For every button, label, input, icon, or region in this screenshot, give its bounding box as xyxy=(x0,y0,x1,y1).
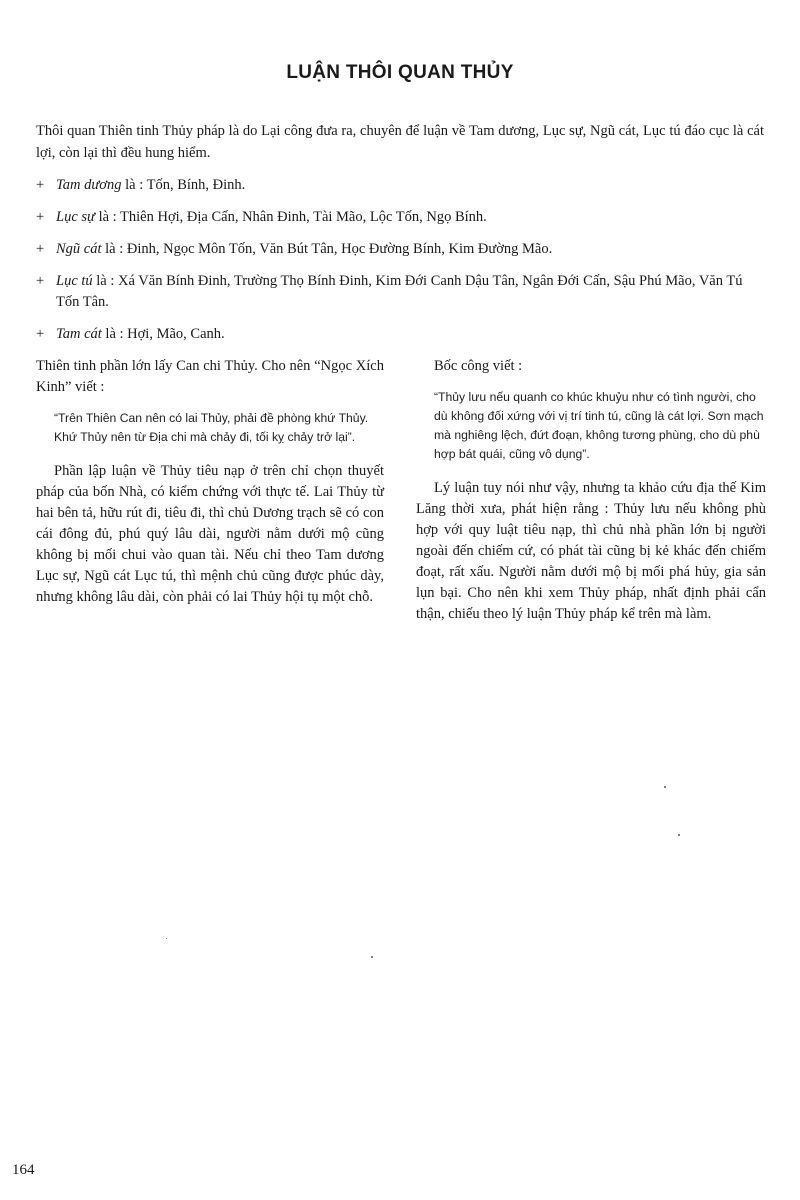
bullet-term: Tam dương xyxy=(56,177,122,193)
bullet-term: Lục sự xyxy=(56,209,95,225)
bullet-marker: + xyxy=(36,177,45,193)
bullet-text: là : Thiên Hợi, Địa Cấn, Nhân Đinh, Tài Mão, Lộc Tốn, Ngọ Bính. xyxy=(94,209,487,225)
bullet-marker: + xyxy=(36,209,45,225)
bullet-term: Lục tú xyxy=(56,273,93,289)
left-column xyxy=(36,356,384,608)
bullet-text: là : Xá Văn Bính Đinh, Trường Thọ Bính Đinh, Kim Đới Canh Dậu Tân, Ngân Đới Cấn, Sậu Phú Mão, Văn Tú Tốn Tân. xyxy=(56,273,743,310)
left-column-quote: “Trên Thiên Can nên có lai Thủy, phải đề phòng khứ Thủy. Khứ Thủy nên từ Địa chi mà chảy đi, tối kỵ chảy trở lại”. xyxy=(54,411,369,444)
page-number: 164 xyxy=(12,1162,35,1178)
list-item xyxy=(36,207,766,228)
bullet-marker: + xyxy=(36,273,45,289)
list-item xyxy=(36,271,766,313)
scan-speck xyxy=(166,938,167,939)
bullet-text: là : Đinh, Ngọc Môn Tốn, Văn Bút Tân, Học Đường Bính, Kim Đường Mão. xyxy=(101,241,553,257)
intro-paragraph: Thôi quan Thiên tinh Thủy pháp là do Lại công đưa ra, chuyên để luận về Tam dương, Lục sự, Ngũ cát, Lục tú đáo cục là cát lợi, còn lại thì đều hung hiểm. xyxy=(36,123,764,161)
list-item xyxy=(36,239,766,260)
bullet-term: Ngũ cát xyxy=(56,241,102,257)
left-column-body: Phần lập luận về Thủy tiêu nạp ở trên chỉ chọn thuyết pháp của bốn Nhà, có kiểm chứng với thực tế. Lai Thủy từ hai bên tả, hữu rút đi, tiêu đi, thì chủ Dương trạch sẽ có con cái đông đủ, phú quý lâu dài, người nằm dưới mộ cũng không bị mối chui vào quan tài. Nếu chỉ theo Tam dương Lục sự, Ngũ cát Lục tú, thì mệnh chủ cũng được phúc dày, nhưng không lâu dài, còn phải có lai Thủy hội tụ một chỗ. xyxy=(36,463,384,605)
page-title: LUẬN THÔI QUAN THỦY xyxy=(286,62,514,83)
list-item xyxy=(36,324,766,345)
right-column-quote: “Thủy lưu nếu quanh co khúc khuỷu như có tình người, cho dù không đối xứng với vị trí tinh tú, cũng là cát lợi. Sơn mạch mà nghiêng lệch, đứt đoạn, không tương phùng, cho dù phù hợp bát quái, cũng vô dụng”. xyxy=(434,390,764,461)
bullet-list xyxy=(36,175,766,356)
bullet-marker: + xyxy=(36,241,45,257)
right-column xyxy=(416,356,766,625)
bullet-marker: + xyxy=(36,326,45,342)
bullet-term: Tam cát xyxy=(56,326,102,342)
scan-speck xyxy=(678,834,680,836)
left-column-intro: Thiên tinh phần lớn lấy Can chi Thủy. Cho nên “Ngọc Xích Kinh” viết : xyxy=(36,358,384,395)
scan-speck xyxy=(371,956,373,958)
scan-speck xyxy=(664,786,666,788)
list-item xyxy=(36,175,766,196)
right-column-body: Lý luận tuy nói như vậy, nhưng ta khảo cứu địa thế Kim Lăng thời xưa, phát hiện rằng : Thủy lưu nếu không phù hợp với quy luật tiêu nạp, thì chủ nhà phần lớn bị người ngoài đến chiếm cứ, có phát tài cũng bị kẻ khác đến chiếm đoạt, rất xấu. Người nằm dưới mộ bị mối phá hủy, gia sản lụn bại. Cho nên khi xem Thủy pháp, nhất định phải cẩn thận, chiếu theo lý luận Thủy pháp kể trên mà làm. xyxy=(416,480,766,622)
right-column-intro: Bốc công viết : xyxy=(434,358,523,374)
bullet-text: là : Tốn, Bính, Đinh. xyxy=(121,177,246,193)
bullet-text: là : Hợi, Mão, Canh. xyxy=(101,326,225,342)
